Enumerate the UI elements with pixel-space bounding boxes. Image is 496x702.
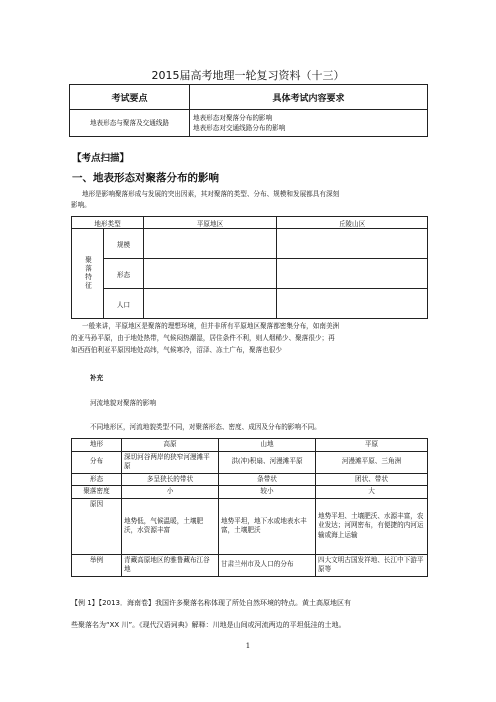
header-hill: 丘陵山区 [277, 217, 428, 229]
table-cell: 洪(冲)积扇、河漫滩平原 [219, 451, 316, 473]
row-label: 形态 [104, 259, 144, 289]
section-heading: 一、地表形态对聚落分布的影响 [72, 172, 219, 184]
paragraph-line: 的亚马孙平原，由于地处热带，气候闷热潮湿，居住条件不利，则人烟稀少、聚落很少；再 [71, 334, 335, 342]
table-cell: 团状、带状 [316, 473, 428, 486]
table-cell: 多呈狭长的带状 [122, 473, 219, 486]
scan-heading: 【考点扫描】 [72, 153, 130, 164]
example-line: 【例 1】【2013．海南卷】我国许多聚落名称体现了所处自然环境的特点。黄土高原地区有 [71, 599, 351, 607]
exam-point-cell: 地表形态与聚落及交通线路 [70, 110, 190, 137]
intro-paragraph-line: 地形是影响聚落形成与发展的突出因素，其对聚落的类型、分布、规模和发展都具有深刻 [82, 190, 340, 198]
river-landform-table [71, 438, 428, 577]
river-subtitle: 河流地貌对聚落的影响 [90, 399, 156, 407]
header-cell: 平原 [316, 439, 428, 452]
row-label: 分布 [72, 451, 122, 473]
settlement-features-label: 聚落特征 [72, 229, 104, 319]
table-cell: 青藏高原地区的雅鲁藏布江谷地 [122, 554, 219, 576]
table-cell: 地势平坦，地下水或地表水丰富，土壤肥沃 [219, 498, 316, 554]
paragraph-line: 一般来讲，平原地区是聚落的理想环境，但并非所有平原地区聚落都密集分布，如南美洲 [82, 322, 340, 330]
table-cell: 大 [316, 486, 428, 499]
row-label: 形态 [72, 473, 122, 486]
header-terrain-type: 地形类型 [72, 217, 144, 229]
requirement-item: 地表形态对交通线路分布的影响 [193, 124, 286, 132]
requirement-item: 地表形态对聚落分布的影响 [193, 114, 273, 122]
table-cell: 深切河谷两岸的狭窄河漫滩平原 [122, 451, 219, 473]
row-label: 规模 [104, 229, 144, 259]
header-cell: 地形 [72, 439, 122, 452]
table-cell: 甘肃兰州市及人口的分布 [219, 554, 316, 576]
intro-paragraph-line: 影响。 [71, 201, 91, 209]
empty-cell [277, 229, 428, 259]
row-label: 聚落密度 [72, 486, 122, 499]
table-cell: 河漫滩平原、三角洲 [316, 451, 428, 473]
empty-cell [144, 229, 277, 259]
document-title: 2015届高考地理一轮复习资料（十三） [151, 69, 345, 82]
table-cell: 四大文明古国发祥地、长江中下游平原等 [316, 554, 428, 576]
header-exam-point: 考试要点 [70, 85, 190, 110]
paragraph-line: 如西西伯利亚平原因地处高纬，气候寒冷，沼泽、冻土广布，聚落也很少 [71, 346, 282, 354]
page-number: 1 [245, 642, 251, 650]
table-cell: 小 [122, 486, 219, 499]
example-line: 些聚落名为“XX 川”。《现代汉语词典》解释：川地是山间或河流两边的平坦低洼的土地。 [71, 621, 346, 629]
row-label: 举例 [72, 554, 122, 576]
header-cell: 高原 [122, 439, 219, 452]
exam-requirements-table [69, 84, 428, 137]
empty-cell [144, 259, 277, 289]
table-cell: 地势平坦、土壤肥沃、水源丰富，农业发达；河网密布，有便捷的内河运输或海上运输 [316, 498, 428, 554]
empty-cell [277, 259, 428, 289]
requirements-cell [190, 110, 428, 137]
empty-cell [277, 289, 428, 319]
table-cell: 条带状 [219, 473, 316, 486]
header-requirements: 具体考试内容要求 [190, 85, 428, 110]
settlement-features-table [71, 216, 428, 319]
header-plain: 平原地区 [144, 217, 277, 229]
header-cell: 山地 [219, 439, 316, 452]
supplement-label: 补充 [90, 374, 104, 382]
table-cell: 较小 [219, 486, 316, 499]
empty-cell [144, 289, 277, 319]
row-label: 人口 [104, 289, 144, 319]
river-intro: 不同地形区，河流地貌类型不同，对聚落形态、密度、成因及分布的影响不同。 [90, 423, 321, 431]
table-cell: 地势低，气候温暖，土壤肥沃，水资源丰富 [122, 498, 219, 554]
row-label: 原因 [72, 498, 122, 554]
